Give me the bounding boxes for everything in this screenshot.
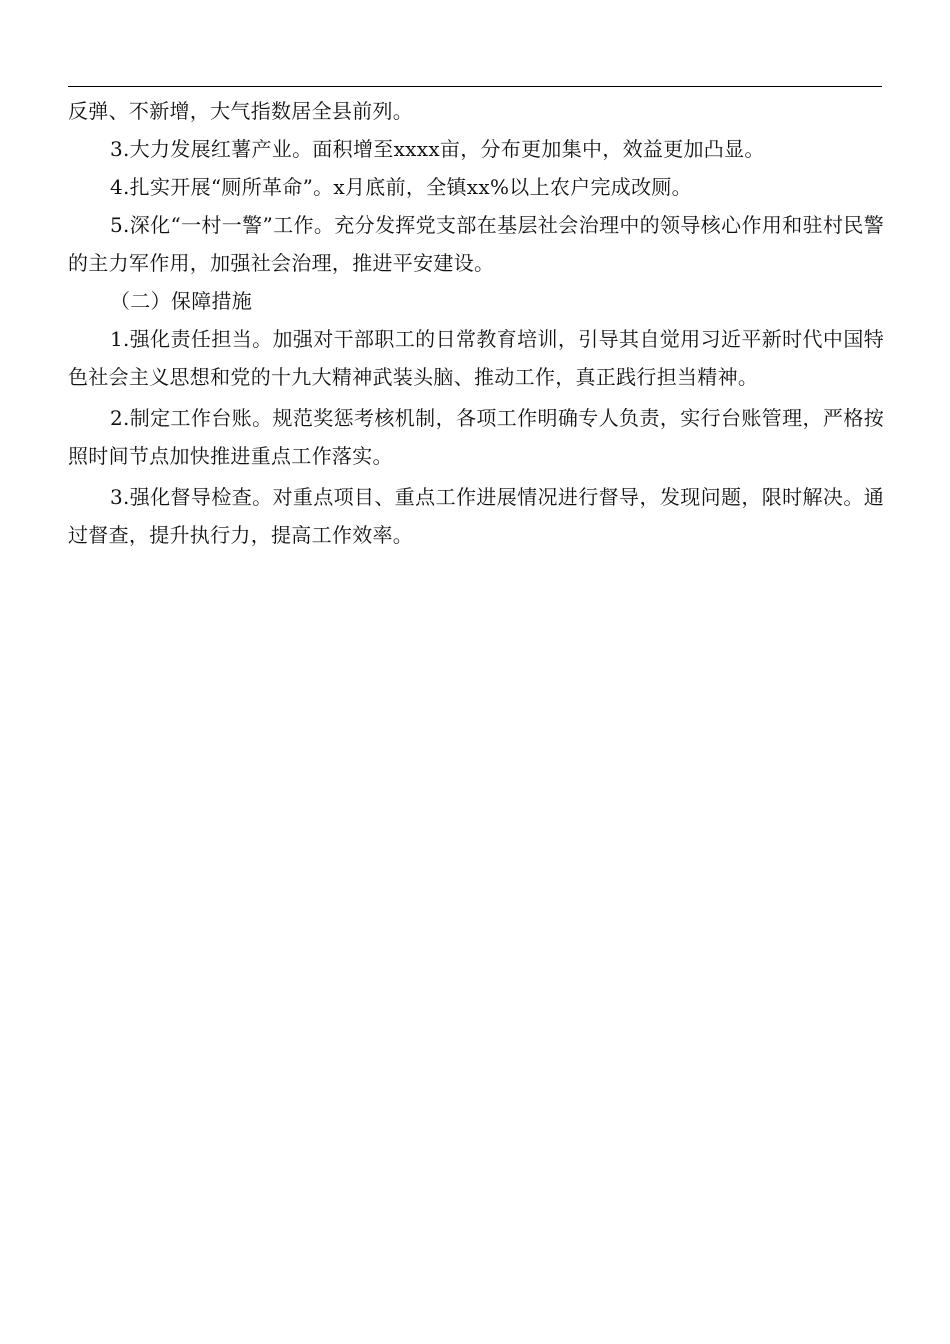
- paragraph-item-4-toilet-revolution: 4.扎实开展“厕所革命”。x月底前，全镇xx%以上农户完成改厕。: [110, 175, 692, 199]
- paragraph-measure-3-supervision: 3.强化督导检查。对重点项目、重点工作进展情况进行督导，发现问题，限时解决。通过督查，提升执行力，提高工作效率。: [68, 485, 884, 547]
- document-body: [68, 92, 884, 554]
- paragraph-item-3-sweet-potato: 3.大力发展红薯产业。面积增至xxxx亩，分布更加集中，效益更加凸显。: [110, 137, 765, 161]
- header-rule: [68, 86, 882, 87]
- section-heading-safeguards: （二）保障措施: [110, 289, 253, 313]
- paragraph-measure-1-responsibility: 1.强化责任担当。加强对干部职工的日常教育培训，引导其自觉用习近平新时代中国特色社会主义思想和党的十九大精神武装头脑、推动工作，真正践行担当精神。: [68, 327, 884, 389]
- paragraph-continuation: 反弹、不新增，大气指数居全县前列。: [68, 99, 414, 123]
- paragraph-item-5-village-police: 5.深化“一村一警”工作。充分发挥党支部在基层社会治理中的领导核心作用和驻村民警的主力军作用，加强社会治理，推进平安建设。: [68, 213, 884, 275]
- paragraph-measure-2-ledger: 2.制定工作台账。规范奖惩考核机制，各项工作明确专人负责，实行台账管理，严格按照时间节点加快推进重点工作落实。: [68, 406, 884, 468]
